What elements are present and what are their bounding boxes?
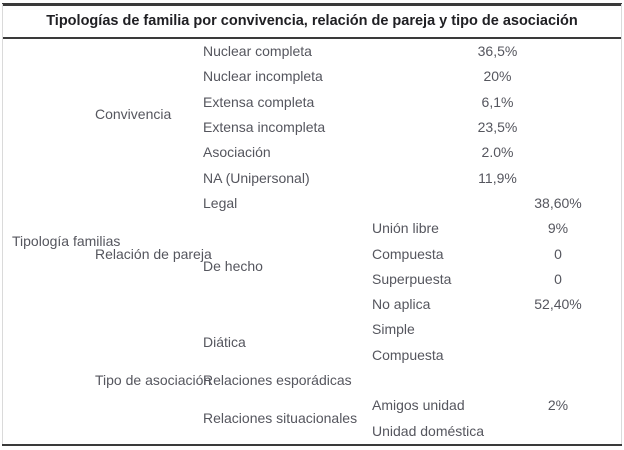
empty-cell — [372, 39, 475, 64]
cell-extensa-completa: Extensa completa — [203, 93, 315, 110]
value-nuclear-incompleta: 20% — [483, 68, 512, 85]
cell-superpuesta: Superpuesta — [372, 270, 452, 287]
left-edge-line — [2, 4, 3, 444]
cell-simple: Simple — [372, 321, 415, 338]
table-title: Tipologías de familia por convivencia, relación de pareja y tipo de asociación — [46, 12, 578, 29]
value-legal: 38,60% — [534, 194, 582, 211]
empty-cell — [372, 90, 475, 115]
cell-relaciones-situacionales: Relaciones situacionales — [203, 409, 358, 426]
right-pad-cell — [596, 39, 624, 444]
empty-cell — [475, 216, 520, 241]
empty-cell — [520, 165, 596, 190]
cell-compuesta-diatica: Compuesta — [372, 346, 444, 363]
empty-cell — [475, 191, 520, 216]
value-compuesta-pareja: 0 — [554, 245, 562, 262]
empty-cell — [520, 317, 596, 342]
group-label-relacion-de-pareja: Relación de pareja — [95, 245, 212, 262]
empty-cell — [475, 317, 520, 342]
empty-cell — [475, 267, 520, 292]
empty-cell — [475, 343, 520, 368]
empty-cell — [520, 343, 596, 368]
cell-de-hecho: De hecho — [203, 258, 263, 275]
empty-cell — [475, 368, 520, 393]
value-asociacion: 2.0% — [481, 144, 514, 161]
cell-diatica: Diática — [203, 334, 246, 351]
bottom-rule — [2, 444, 622, 447]
value-superpuesta: 0 — [554, 270, 562, 287]
empty-cell — [520, 115, 596, 140]
typology-table — [0, 39, 624, 444]
group-label-convivencia: Convivencia — [95, 106, 172, 123]
empty-cell — [475, 393, 520, 418]
empty-cell — [372, 165, 475, 190]
empty-cell — [520, 368, 596, 393]
cell-relaciones-esporadicas: Relaciones esporádicas — [203, 372, 352, 388]
cell-nuclear-incompleta: Nuclear incompleta — [203, 68, 323, 85]
value-amigos-unidad: 2% — [547, 397, 569, 414]
empty-cell — [372, 140, 475, 165]
empty-cell — [520, 64, 596, 89]
empty-cell — [372, 191, 475, 216]
cell-extensa-incompleta: Extensa incompleta — [203, 119, 326, 136]
cell-nuclear-completa: Nuclear completa — [203, 43, 312, 60]
empty-cell — [372, 368, 475, 393]
value-extensa-incompleta: 23,5% — [477, 119, 518, 136]
cell-unidad-domestica: Unidad doméstica — [372, 422, 485, 439]
table-row — [0, 39, 624, 64]
value-extensa-completa: 6,1% — [481, 93, 514, 110]
empty-cell — [520, 140, 596, 165]
empty-cell — [520, 39, 596, 64]
value-na-unipersonal: 11,9% — [478, 169, 517, 186]
empty-cell — [372, 115, 475, 140]
empty-cell — [475, 292, 520, 317]
cell-union-libre: Unión libre — [372, 220, 439, 237]
value-union-libre: 9% — [547, 220, 569, 237]
cell-legal: Legal — [203, 194, 238, 211]
empty-cell — [372, 64, 475, 89]
cell-no-aplica: No aplica — [372, 296, 431, 313]
cell-asociacion: Asociación — [203, 144, 271, 161]
cell-compuesta-pareja: Compuesta — [372, 245, 444, 262]
row-header-tipologia-familias: Tipología familias — [12, 232, 121, 249]
empty-cell — [475, 241, 520, 266]
cell-amigos-unidad: Amigos unidad — [372, 397, 465, 414]
empty-cell — [520, 90, 596, 115]
cell-na-unipersonal: NA (Unipersonal) — [203, 169, 310, 186]
empty-cell — [520, 418, 596, 443]
right-edge-line — [621, 4, 622, 444]
group-label-tipo-de-asociacion: Tipo de asociación — [95, 372, 212, 388]
value-nuclear-completa: 36,5% — [477, 43, 518, 60]
value-no-aplica: 52,40% — [534, 296, 582, 313]
